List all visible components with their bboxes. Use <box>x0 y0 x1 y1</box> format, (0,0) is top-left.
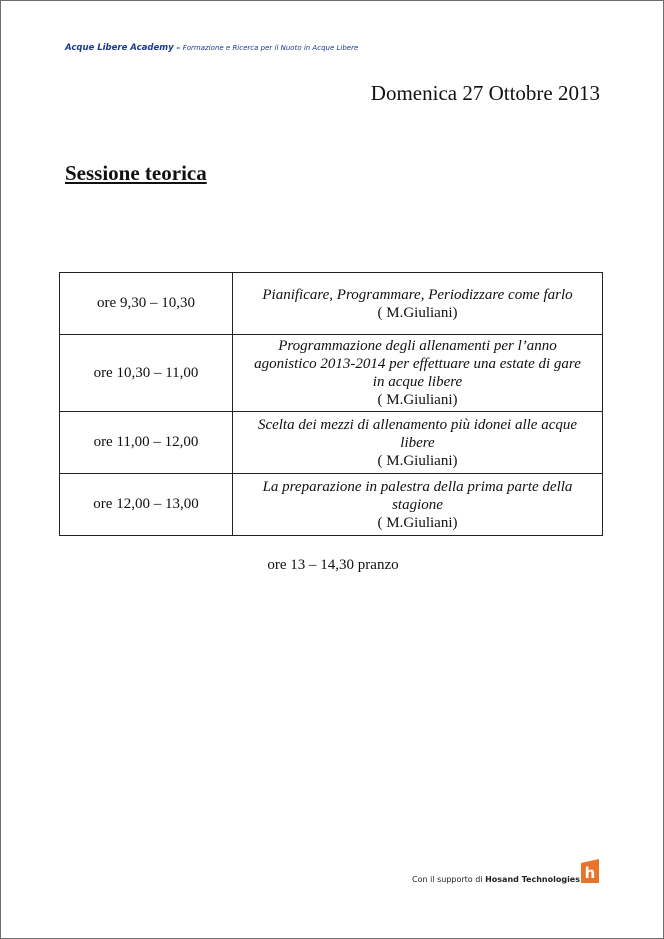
session-title-line: Scelta dei mezzi di allenamento più idonei alle acque <box>257 416 578 433</box>
session-topic <box>233 273 603 335</box>
session-topic <box>233 474 603 536</box>
section-title: Sessione teorica <box>65 161 207 185</box>
schedule-row <box>60 412 603 474</box>
academy-name: Acque Libere Academy <box>65 43 174 53</box>
event-date: Domenica 27 Ottobre 2013 <box>370 81 600 105</box>
session-title-line: Pianificare, Programmare, Periodizzare come farlo <box>262 286 573 303</box>
page-header <box>65 43 358 53</box>
schedule-row <box>60 474 603 536</box>
session-title-line: agonistico 2013-2014 per effettuare una estate di gare <box>254 356 581 372</box>
session-time: ore 11,00 – 12,00 <box>60 412 233 474</box>
session-speaker: ( M.Giuliani) <box>377 514 458 531</box>
sponsor-company: Hosand Technologies <box>485 875 580 884</box>
schedule-row <box>60 273 603 335</box>
session-topic <box>233 335 603 412</box>
session-title-line: in acque libere <box>372 374 463 390</box>
session-time: ore 12,00 – 13,00 <box>60 474 233 536</box>
header-dash: – <box>176 43 181 52</box>
schedule-table <box>59 272 603 536</box>
lunch-break: ore 13 – 14,30 pranzo <box>267 557 399 573</box>
session-title-line: Programmazione degli allenamenti per l’anno <box>278 338 557 354</box>
hosand-logo-icon <box>579 859 601 883</box>
session-title-line: stagione <box>392 496 443 513</box>
session-title-line: La preparazione in palestra della prima parte della <box>262 478 573 495</box>
sponsor-footer <box>412 875 580 884</box>
academy-tagline: Formazione e Ricerca per il Nuoto in Acque Libere <box>182 44 359 52</box>
session-speaker: ( M.Giuliani) <box>377 304 458 321</box>
schedule-row <box>60 335 603 412</box>
sponsor-prefix: Con il supporto di <box>412 875 483 884</box>
session-title-line: libere <box>400 434 435 451</box>
session-time: ore 10,30 – 11,00 <box>60 335 233 412</box>
session-topic <box>233 412 603 474</box>
logo-letter: h <box>584 864 596 882</box>
session-speaker: ( M.Giuliani) <box>377 452 458 469</box>
session-time: ore 9,30 – 10,30 <box>60 273 233 335</box>
session-speaker: ( M.Giuliani) <box>377 392 458 408</box>
